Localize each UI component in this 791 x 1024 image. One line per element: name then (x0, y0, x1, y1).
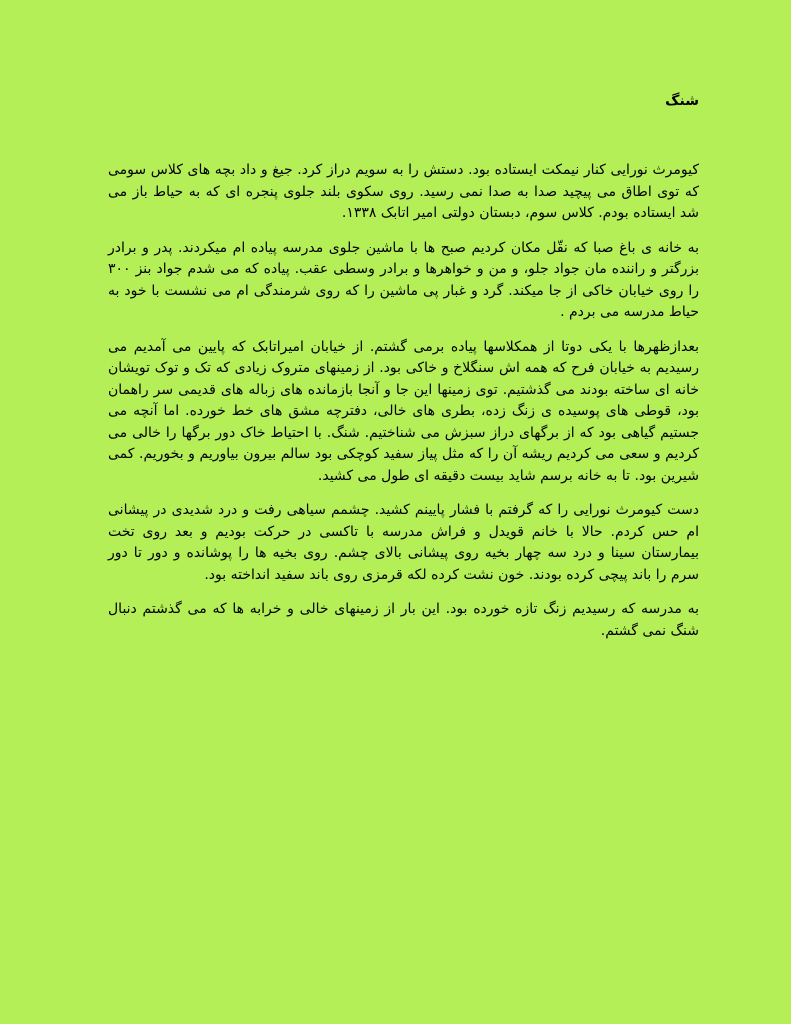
paragraph-3: بعدازظهرها با یکی دوتا از همکلاسها پیاده برمی گشتم. از خیابان امیراتابک که پایین می آمدیم می رسیدیم به خیابان فرح که همه اش سنگلاخ و خاکی بود. از زمینهای متروک زیادی که تک و توک تویشان خانه ای ساخته بودند می گذشتیم. توی زمینها این جا و آنجا بازمانده های زباله های قدیمی سر راهمان بود، قوطی های پوسیده ی زنگ زده، بطری های خالی، دفترچه مشق های خط خورده. اما آنچه می جستیم گیاهی بود که از برگهای دراز سبزش می شناختیم. شنگ. با احتیاط خاک دور برگها را خالی می کردیم و سعی می کردیم ریشه آن را که مثل پیاز سفید کوچکی بود سالم بیرون بیاوریم و بخوریم. کمی شیرین بود. تا به خانه برسم شاید بیست دقیقه ای طول می کشید. (108, 338, 699, 484)
paragraph-4: دست کیومرث نورایی را که گرفتم با فشار پایینم کشید. چشمم سیاهی رفت و درد شدیدی در پیشانی ام حس کردم. حالا با خانم قویدل و فراش مدرسه با تاکسی در حرکت بودیم و بعد روی تخت بیمارستان سینا و درد سه چهار بخیه روی پیشانی بالای چشم. روی بخیه ها را پوشانده و دور تا دور سرم را باند پیچی کرده بودند. خون نشت کرده لکه قرمزی روی باند سفید انداخته بود. (108, 502, 699, 583)
document-title: شنگ (665, 93, 699, 109)
paragraph-2: به خانه ی باغ صبا که نقّل مکان کردیم صبح ها با ماشین جلوی مدرسه پیاده ام میکردند. پدر و برادر بزرگتر و راننده مان جواد جلو، و من و خواهرها و برادر وسطی عقب. پیاده که می شدم جواد بنز ۳۰۰ را روی خیابان خاکی از جا میکند. گرد و غبار پی ماشین را که روی شرمندگی ام می نشست با خود به حیاط مدرسه می بردم . (108, 239, 699, 320)
paragraph-1: کیومرث نورایی کنار نیمکت ایستاده بود. دستش را به سویم دراز کرد. جیغ و داد بچه های کلاس سومی که توی اطاق می پیچید صدا به صدا نمی رسید. روی سکوی بلند جلوی پنجره ای که به حیاط باز می شد ایستاده بودم. کلاس سوم، دبستان دولتی امیر اتابک ۱۳۳۸. (108, 162, 699, 221)
paragraph-5: به مدرسه که رسیدیم زنگ تازه خورده بود. این بار از زمینهای خالی و خرابه ها که می گذشتم دنبال شنگ نمی گشتم. (108, 601, 699, 639)
